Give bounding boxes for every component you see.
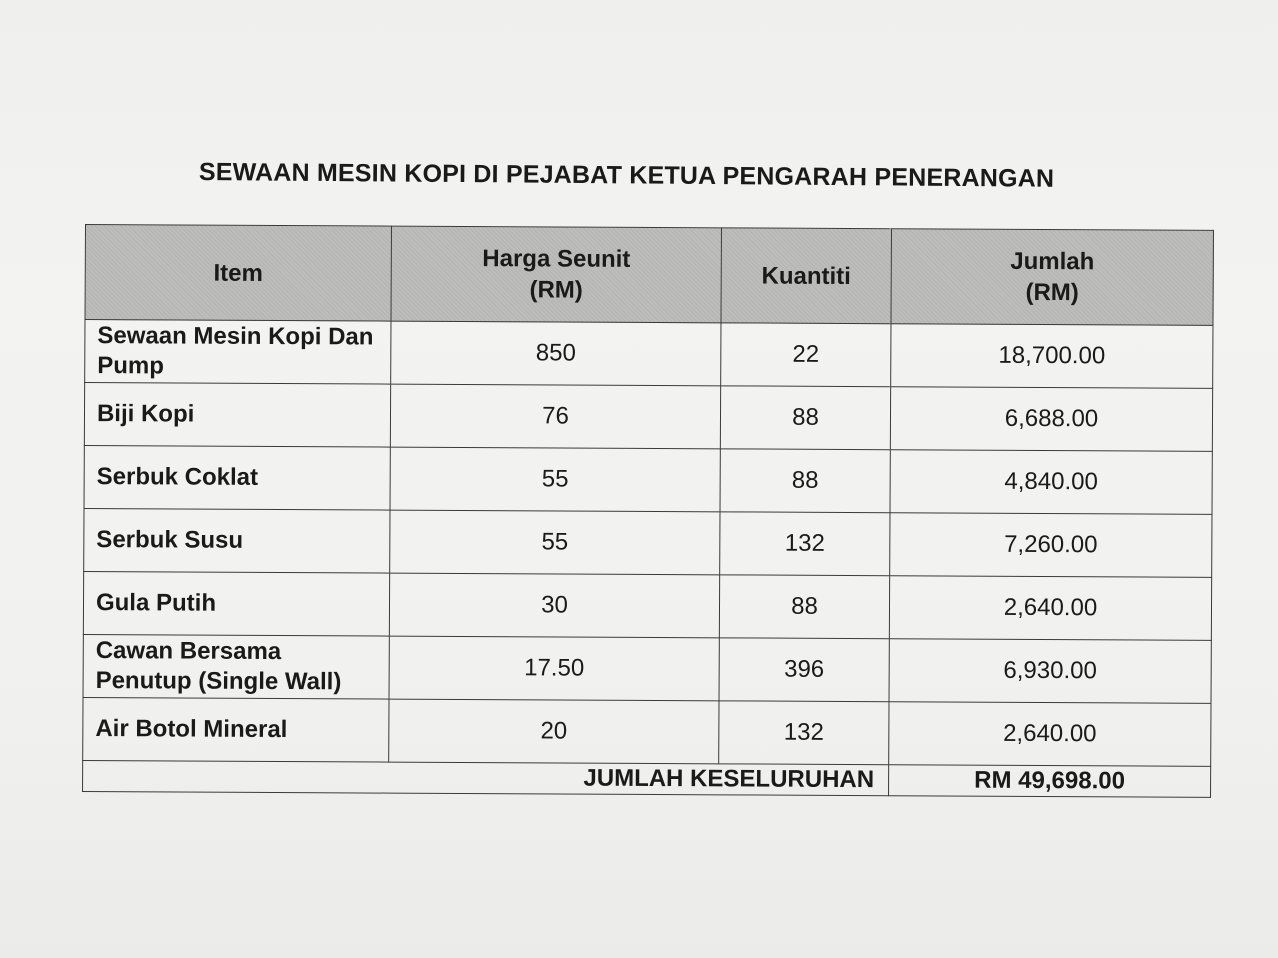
cell-item: Cawan Bersama Penutup (Single Wall) — [83, 634, 389, 699]
cell-kuantiti: 132 — [719, 701, 889, 765]
cell-item: Air Botol Mineral — [83, 697, 389, 762]
cell-kuantiti: 22 — [721, 323, 891, 387]
header-jumlah — [891, 229, 1213, 326]
header-harga-line1: Harga Seunit — [482, 245, 631, 273]
table-row — [83, 697, 1211, 766]
cell-kuantiti: 396 — [719, 638, 889, 702]
cell-jumlah: 2,640.00 — [889, 702, 1211, 767]
cell-jumlah: 6,688.00 — [890, 387, 1212, 452]
cell-jumlah: 4,840.00 — [890, 450, 1212, 515]
cell-item: Gula Putih — [83, 571, 389, 636]
cell-harga: 55 — [390, 510, 720, 575]
cell-kuantiti: 132 — [720, 512, 890, 576]
table-row — [84, 508, 1212, 577]
cell-kuantiti: 88 — [719, 575, 889, 639]
header-harga — [391, 226, 721, 323]
header-harga-line2: (RM) — [529, 276, 583, 304]
cell-item: Serbuk Susu — [84, 508, 390, 573]
cost-table — [82, 224, 1214, 798]
cell-jumlah: 2,640.00 — [889, 576, 1211, 641]
total-row — [83, 760, 1211, 797]
total-label: JUMLAH KESELURUHAN — [83, 760, 889, 795]
header-jumlah-line2: (RM) — [1025, 278, 1079, 307]
cell-item: Serbuk Coklat — [84, 445, 390, 510]
cell-kuantiti: 88 — [720, 386, 890, 450]
total-value: RM 49,698.00 — [889, 765, 1211, 798]
table-row — [84, 383, 1212, 452]
cell-harga: 850 — [391, 321, 721, 386]
cell-harga: 17.50 — [389, 636, 719, 701]
table-row — [84, 445, 1212, 514]
cell-jumlah: 6,930.00 — [889, 639, 1211, 704]
header-item: Item — [85, 225, 391, 322]
cell-item: Biji Kopi — [84, 383, 390, 448]
document-title: SEWAAN MESIN KOPI DI PEJABAT KETUA PENGARAH PENERANGAN — [198, 158, 1055, 193]
cell-harga: 30 — [389, 573, 719, 638]
cost-table-wrapper — [82, 224, 1213, 798]
table-row — [83, 571, 1211, 640]
table-header-row — [85, 225, 1213, 326]
cell-harga: 20 — [389, 699, 719, 764]
cell-item: Sewaan Mesin Kopi Dan Pump — [85, 320, 391, 385]
cell-jumlah: 18,700.00 — [891, 324, 1213, 389]
cell-kuantiti: 88 — [720, 449, 890, 513]
header-kuantiti: Kuantiti — [721, 228, 891, 324]
cell-harga: 55 — [390, 447, 720, 512]
header-jumlah-line1: Jumlah — [1010, 247, 1095, 276]
table-row — [83, 634, 1211, 703]
cell-harga: 76 — [390, 384, 720, 449]
table-row — [85, 320, 1213, 389]
cell-jumlah: 7,260.00 — [890, 513, 1212, 578]
